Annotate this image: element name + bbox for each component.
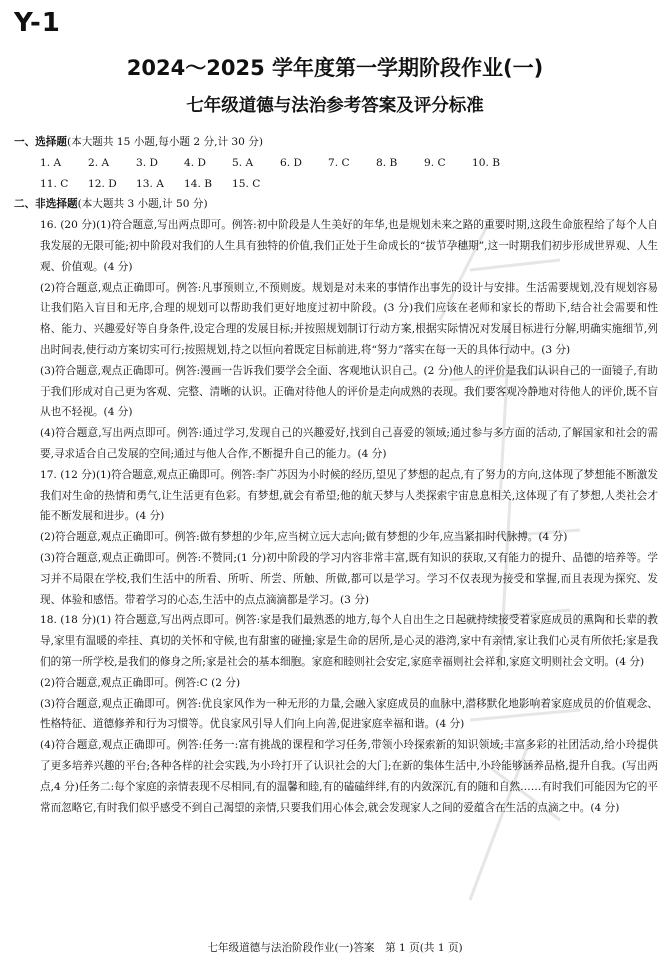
paper-code: Y-1 bbox=[14, 8, 61, 38]
choice-answer: 15. C bbox=[232, 177, 261, 190]
choice-answer: 2. A bbox=[88, 156, 110, 169]
choice-answer: 13. A bbox=[136, 177, 164, 190]
choice-answer: 4. D bbox=[184, 156, 206, 169]
page-subtitle: 七年级道德与法治参考答案及评分标准 bbox=[186, 96, 484, 116]
q18-part-2: (2)符合题意,观点正确即可。例答:C (2 分) bbox=[40, 676, 241, 689]
section-open-title: 二、非选择题 bbox=[14, 198, 78, 211]
choice-answer: 7. C bbox=[328, 156, 350, 169]
q17-part-1: 17. (12 分)(1)符合题意,观点正确即可。例答:李广苏因为小时候的经历,望见了梦想的起点,有了努力的方向,这体现了梦想能不断激发我们对生命的热情和勇气,让生活更有色彩。有梦想,就会有希望;他的航天梦与人类探索宇宙息息相关,这体现了有了梦想,人类社会才能不断发展和进步。(4 分) bbox=[40, 468, 658, 523]
page-title: 2024～2025 学年度第一学期阶段作业(一) bbox=[126, 56, 544, 80]
section-choice-heading bbox=[14, 132, 658, 153]
q17-part-3: (3)符合题意,观点正确即可。例答:不赞同;(1 分)初中阶段的学习内容非常丰富,既有知识的获取,又有能力的提升、品德的培养等。学习并不局限在学校,我们生活中的所看、所听、所尝、所触、所做,都可以是学习。学习不仅表现为接受和掌握,而且表现为探究、发现、体验和感悟。带着学习的心态,生活中的点点滴滴都是学习。(3 分) bbox=[40, 551, 658, 606]
q17-part-2: (2)符合题意,观点正确即可。例答:做有梦想的少年,应当树立远大志向;做有梦想的少年,应当紧扣时代脉搏。(4 分) bbox=[40, 531, 568, 544]
choice-answer: 8. B bbox=[376, 156, 398, 169]
q16-part-3: (3)符合题意,观点正确即可。例答:漫画一告诉我们要学会全面、客观地认识自己。(2 分)他人的评价是我们认识自己的一面镜子,有助于我们形成对自己更为客观、完整、清晰的认识。正确对待他人的评价是走向成熟的表现。我们要客观冷静地对待他人的评价,既不盲从也不轻视。(4 分) bbox=[40, 364, 658, 419]
choice-answer: 10. B bbox=[472, 156, 500, 169]
section-choice-title: 一、选择题 bbox=[14, 136, 67, 148]
q18-part-4: (4)符合题意,观点正确即可。例答:任务一:富有挑战的课程和学习任务,带领小玲探索新的知识领域;丰富多彩的社团活动,给小玲提供了更多培养兴趣的平台;各种各样的社会实践,为小玲打开了认识社会的大门;在新的集体生活中,小玲能够涵养品格,提升自我。(写出两点,4 分)任务二:每个家庭的亲情表现不尽相同,有的温馨和睦,有的磕磕绊绊,有的内敛深沉,有的随和自然……有时我们可能因为它的平常而忽略它,有时我们似乎感受不到自己渴望的亲情,只要我们用心体会,就会发现家人之间的爱蕴含在生活的点滴之中。(4 分) bbox=[40, 739, 658, 814]
q16-part-2: (2)符合题意,观点正确即可。例答:凡事预则立,不预则废。规划是对未来的事情作出事先的设计与安排。生活需要规划,没有规划容易让我们陷入盲目和无序,合理的规划可以帮助我们更好地度过初中阶段。(3 分)我们应该在老师和家长的帮助下,结合社会需要和性格、能力、兴趣爱好等自身条件,设定合理的发展目标;并按照规划制订行动方案,根据实际情况对发展目标进行分解,明确实施细节,列出时间表,使行动方案切实可行;按照规划,持之以恒向着既定目标前进,将“努力”落实在每一天的具体行动中。(3 分) bbox=[40, 281, 658, 356]
q18-part-1: 18. (18 分)(1) 符合题意,写出两点即可。例答:家是我们最熟悉的地方,每个人自出生之日起就持续接受着家庭成员的熏陶和长辈的教导,家里有温暖的牵挂、真切的关怀和守候,也有甜蜜的碰撞;家是生命的居所,是心灵的港湾,家中有亲情,家让我们心灵有所依托;家是我们的第一所学校,是我们的修身之所;家是社会的基本细胞。家庭和睦则社会安定,家庭幸福则社会祥和,家庭文明则社会文明。(4 分) bbox=[40, 614, 658, 668]
choice-answer: 14. B bbox=[184, 177, 212, 190]
q18-part-3: (3)符合题意,观点正确即可。例答:优良家风作为一种无形的力量,会融入家庭成员的血脉中,潜移默化地影响着家庭成员的价值观念、性格特征、道德修养和行为习惯等。优良家风引导人们向上向善,促进家庭幸福和谐。(4 分) bbox=[40, 697, 658, 731]
q16-part-1: 16. (20 分)(1)符合题意,写出两点即可。例答:初中阶段是人生美好的年华,也是规划未来之路的重要时期,这段生命旅程给了每个人自我发展的无限可能;初中阶段对我们的人生具有独特的价值,我们正处于生命成长的“拔节孕穗期”,这一时期我们初步形成世界观、人生观、价值观。(4 分) bbox=[40, 219, 658, 273]
choice-answers-row-2 bbox=[14, 174, 658, 195]
choice-answer: 6. D bbox=[280, 156, 302, 169]
q16-part-4: (4)符合题意,写出两点即可。例答:通过学习,发现自己的兴趣爱好,找到自己喜爱的领域;通过参与多方面的活动,了解国家和社会的需要,寻求适合自己发展的空间;通过与他人合作,不断提升自己的能力。(4 分) bbox=[40, 427, 658, 460]
choice-answer: 12. D bbox=[88, 177, 117, 190]
section-choice-note: (本大题共 15 小题,每小题 2 分,计 30 分) bbox=[66, 136, 263, 148]
choice-answers-row-1 bbox=[14, 153, 658, 174]
choice-answer: 1. A bbox=[40, 156, 62, 169]
choice-answer: 9. C bbox=[424, 156, 446, 169]
section-open-heading bbox=[14, 194, 658, 215]
choice-answer: 11. C bbox=[40, 177, 69, 190]
choice-answer: 5. A bbox=[232, 156, 254, 169]
answer-content bbox=[14, 132, 658, 818]
choice-answer: 3. D bbox=[136, 156, 158, 169]
page-footer: 七年级道德与法治阶段作业(一)答案 第 1 页(共 1 页) bbox=[207, 942, 463, 954]
section-open-note: (本大题共 3 小题,计 50 分) bbox=[77, 198, 208, 211]
